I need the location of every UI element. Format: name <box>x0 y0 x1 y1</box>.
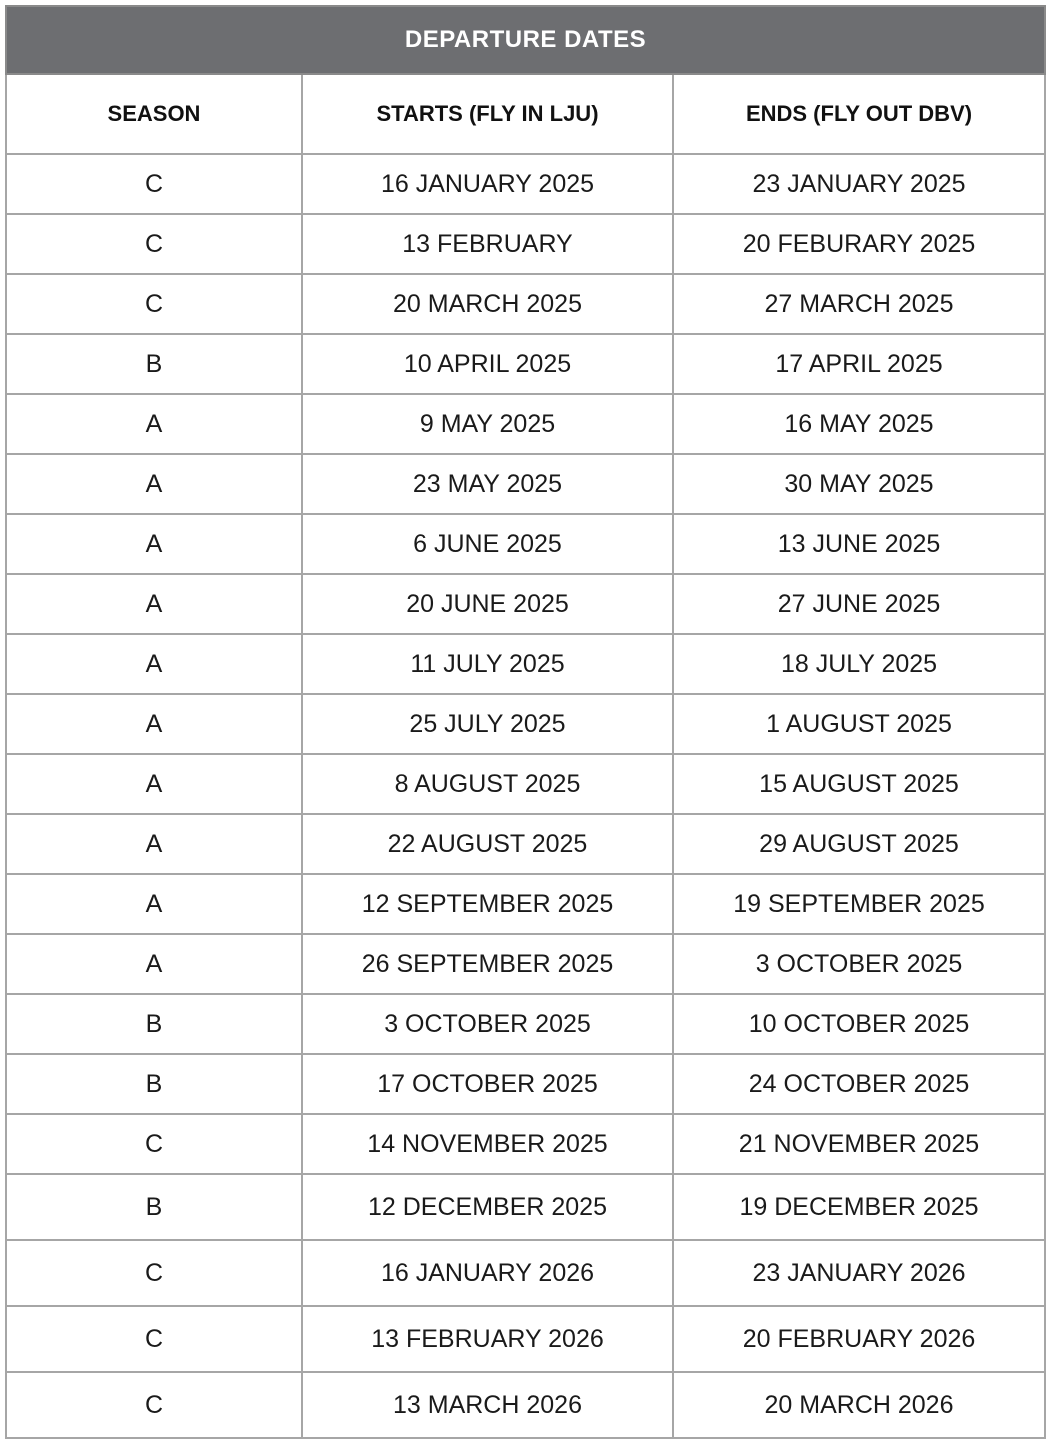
end-date-cell: 20 FEBRUARY 2026 <box>673 1306 1045 1372</box>
departure-dates-table-container <box>5 5 1044 1439</box>
end-date-cell: 20 FEBURARY 2025 <box>673 214 1045 274</box>
season-cell: A <box>6 634 302 694</box>
table-row <box>6 394 1045 454</box>
start-date-cell: 10 APRIL 2025 <box>302 334 673 394</box>
end-date-cell: 23 JANUARY 2026 <box>673 1240 1045 1306</box>
season-cell: B <box>6 1054 302 1114</box>
table-row <box>6 574 1045 634</box>
start-date-cell: 25 JULY 2025 <box>302 694 673 754</box>
table-row <box>6 274 1045 334</box>
season-cell: A <box>6 814 302 874</box>
table-row <box>6 874 1045 934</box>
start-date-cell: 23 MAY 2025 <box>302 454 673 514</box>
season-cell: B <box>6 994 302 1054</box>
table-row <box>6 1240 1045 1306</box>
end-date-cell: 24 OCTOBER 2025 <box>673 1054 1045 1114</box>
season-cell: A <box>6 694 302 754</box>
start-date-cell: 13 FEBRUARY 2026 <box>302 1306 673 1372</box>
season-cell: C <box>6 1114 302 1174</box>
season-cell: C <box>6 214 302 274</box>
table-row <box>6 334 1045 394</box>
start-date-cell: 12 SEPTEMBER 2025 <box>302 874 673 934</box>
end-date-cell: 21 NOVEMBER 2025 <box>673 1114 1045 1174</box>
column-header-ends: ENDS (FLY OUT DBV) <box>673 74 1045 154</box>
start-date-cell: 26 SEPTEMBER 2025 <box>302 934 673 994</box>
end-date-cell: 1 AUGUST 2025 <box>673 694 1045 754</box>
end-date-cell: 20 MARCH 2026 <box>673 1372 1045 1438</box>
end-date-cell: 10 OCTOBER 2025 <box>673 994 1045 1054</box>
start-date-cell: 12 DECEMBER 2025 <box>302 1174 673 1240</box>
end-date-cell: 13 JUNE 2025 <box>673 514 1045 574</box>
table-row <box>6 694 1045 754</box>
end-date-cell: 17 APRIL 2025 <box>673 334 1045 394</box>
start-date-cell: 3 OCTOBER 2025 <box>302 994 673 1054</box>
start-date-cell: 22 AUGUST 2025 <box>302 814 673 874</box>
season-cell: A <box>6 934 302 994</box>
column-header-starts: STARTS (FLY IN LJU) <box>302 74 673 154</box>
start-date-cell: 20 JUNE 2025 <box>302 574 673 634</box>
column-header-row <box>6 74 1045 154</box>
table-title: DEPARTURE DATES <box>6 6 1045 74</box>
start-date-cell: 9 MAY 2025 <box>302 394 673 454</box>
end-date-cell: 18 JULY 2025 <box>673 634 1045 694</box>
season-cell: C <box>6 1240 302 1306</box>
table-row <box>6 1114 1045 1174</box>
table-row <box>6 1174 1045 1240</box>
column-header-season: SEASON <box>6 74 302 154</box>
end-date-cell: 23 JANUARY 2025 <box>673 154 1045 214</box>
table-row <box>6 994 1045 1054</box>
season-cell: A <box>6 874 302 934</box>
start-date-cell: 16 JANUARY 2026 <box>302 1240 673 1306</box>
table-body <box>6 154 1045 1438</box>
season-cell: C <box>6 154 302 214</box>
start-date-cell: 8 AUGUST 2025 <box>302 754 673 814</box>
start-date-cell: 13 FEBRUARY <box>302 214 673 274</box>
table-row <box>6 1054 1045 1114</box>
season-cell: A <box>6 754 302 814</box>
end-date-cell: 30 MAY 2025 <box>673 454 1045 514</box>
end-date-cell: 27 JUNE 2025 <box>673 574 1045 634</box>
season-cell: A <box>6 394 302 454</box>
table-row <box>6 934 1045 994</box>
season-cell: B <box>6 334 302 394</box>
table-row <box>6 454 1045 514</box>
season-cell: C <box>6 274 302 334</box>
season-cell: A <box>6 514 302 574</box>
start-date-cell: 13 MARCH 2026 <box>302 1372 673 1438</box>
end-date-cell: 16 MAY 2025 <box>673 394 1045 454</box>
table-row <box>6 634 1045 694</box>
table-row <box>6 754 1045 814</box>
start-date-cell: 14 NOVEMBER 2025 <box>302 1114 673 1174</box>
end-date-cell: 19 SEPTEMBER 2025 <box>673 874 1045 934</box>
table-row <box>6 814 1045 874</box>
season-cell: B <box>6 1174 302 1240</box>
table-row <box>6 1372 1045 1438</box>
end-date-cell: 27 MARCH 2025 <box>673 274 1045 334</box>
table-title-row <box>6 6 1045 74</box>
end-date-cell: 29 AUGUST 2025 <box>673 814 1045 874</box>
end-date-cell: 19 DECEMBER 2025 <box>673 1174 1045 1240</box>
season-cell: C <box>6 1372 302 1438</box>
season-cell: A <box>6 454 302 514</box>
start-date-cell: 11 JULY 2025 <box>302 634 673 694</box>
departure-dates-table <box>5 5 1046 1439</box>
season-cell: C <box>6 1306 302 1372</box>
start-date-cell: 17 OCTOBER 2025 <box>302 1054 673 1114</box>
season-cell: A <box>6 574 302 634</box>
start-date-cell: 20 MARCH 2025 <box>302 274 673 334</box>
end-date-cell: 15 AUGUST 2025 <box>673 754 1045 814</box>
start-date-cell: 16 JANUARY 2025 <box>302 154 673 214</box>
table-row <box>6 514 1045 574</box>
end-date-cell: 3 OCTOBER 2025 <box>673 934 1045 994</box>
table-row <box>6 154 1045 214</box>
table-row <box>6 214 1045 274</box>
table-row <box>6 1306 1045 1372</box>
start-date-cell: 6 JUNE 2025 <box>302 514 673 574</box>
